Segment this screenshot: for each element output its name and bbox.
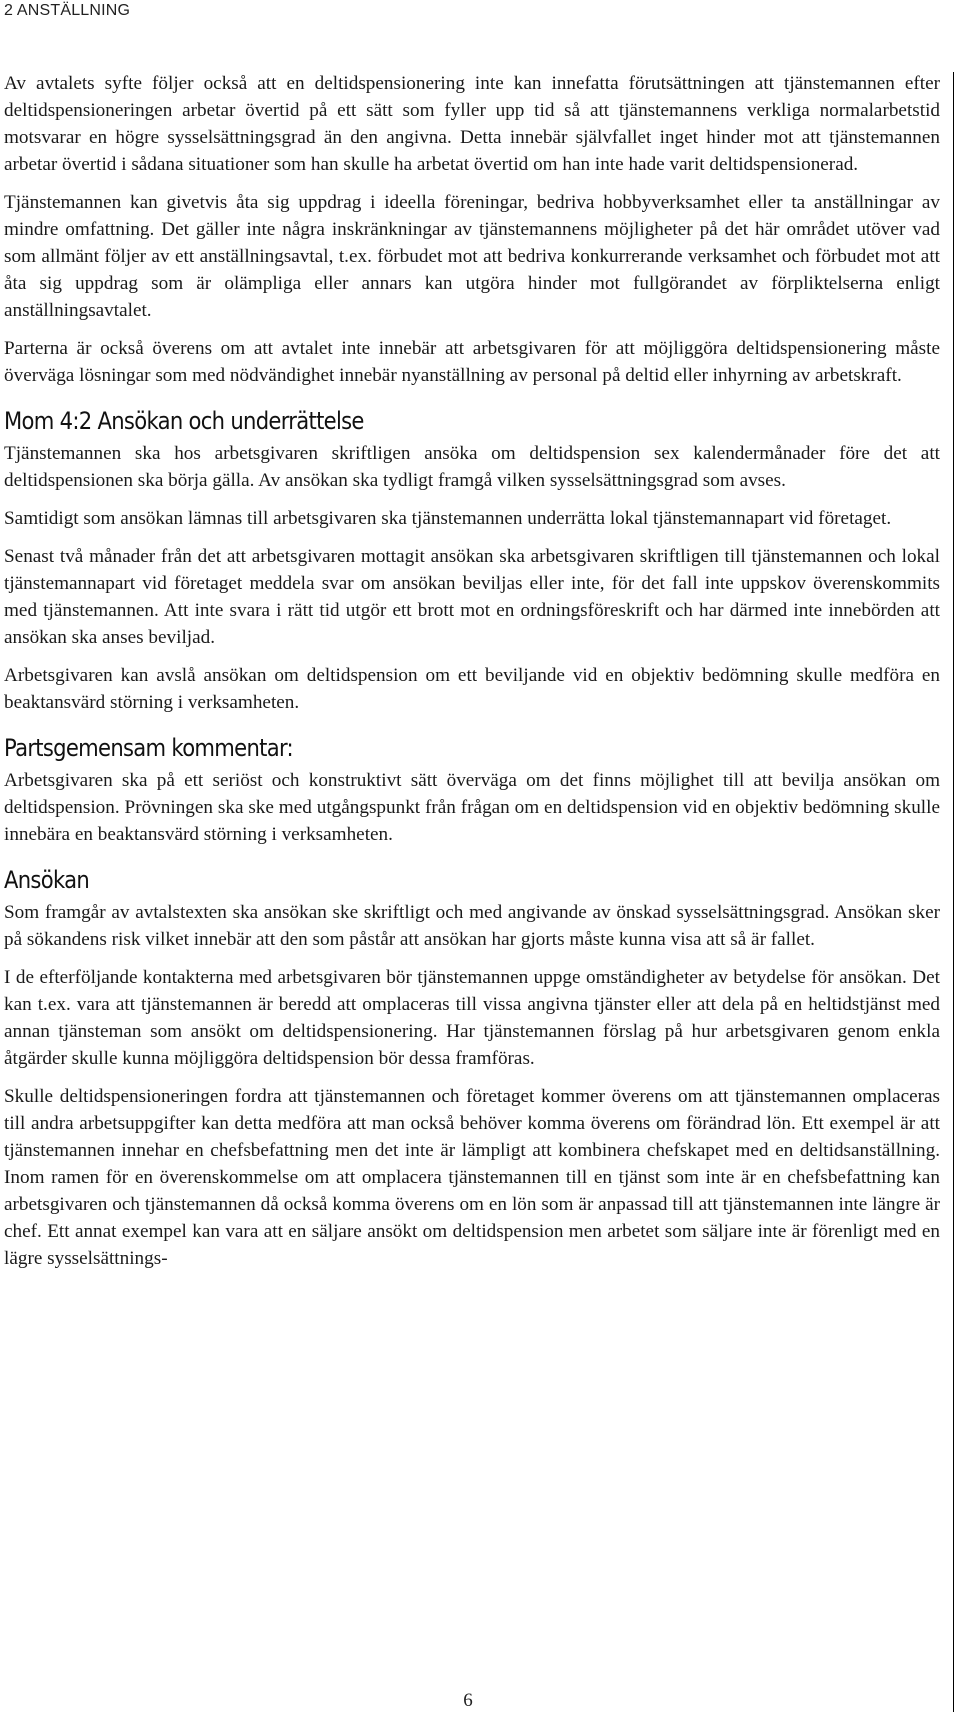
body-paragraph: Senast två månader från det att arbetsgivaren mottagit ansökan ska arbetsgivaren skriftligen till tjänstemannen och lokal tjänstemannapart vid företaget meddela svar om ansökan beviljas eller inte, för det fall inte uppskov överenskommits med tjänstemannen. Att inte svara i rätt tid utgör ett brott mot en ordningsföreskrift och har därmed inte innebörden att ansökan ska anses beviljad. — [4, 546, 940, 648]
body-paragraph: Arbetsgivaren kan avslå ansökan om deltidspension om ett beviljande vid en objektiv bedömning skulle medföra en beaktansvärd störning i verksamheten. — [4, 665, 940, 713]
body-paragraph: Som framgår av avtalstexten ska ansökan ske skriftligt och med angivande av önskad sysselsättningsgrad. Ansökan sker på sökandens risk vilket innebär att den som påstår att ansökan har gjorts måste kunna visa att så är fallet. — [4, 902, 940, 950]
section-header: 2 ANSTÄLLNING — [4, 2, 131, 19]
section-heading-mom: Mom 4:2 Ansökan och underrättelse — [4, 407, 364, 435]
body-paragraph: Skulle deltidspensioneringen fordra att tjänstemannen och företaget kommer överens om att tjänstemannen omplaceras till andra arbetsuppgifter kan detta medföra att man också behöver komma överens om förändrad lön. Ett exempel är att tjänstemannen innehar en chefsbefattning men det inte är lämpligt att kombinera chefskapet med en deltidsanställning. Inom ramen för en överenskommelse om att omplacera tjänstemannen till en tjänst som inte är en chefsbefattning kan arbetsgivaren och tjänstemannen då också komma överens om en lön som är anpassad till att tjänstemannen inte längre är chef. Ett annat exempel kan vara att en säljare ansökt om deltidspension men arbetet som säljare inte är förenligt med en lägre sysselsättnings- — [4, 1086, 940, 1269]
body-paragraph: Arbetsgivaren ska på ett seriöst och konstruktivt sätt överväga om det finns möjlighet till att bevilja ansökan om deltidspension. Prövningen ska ske med utgångspunkt från frågan om en deltidspension vid en objektiv bedömning skulle innebära en beaktansvärd störning i verksamheten. — [4, 770, 940, 845]
body-paragraph: I de efterföljande kontakterna med arbetsgivaren bör tjänstemannen uppge omständigheter av betydelse för ansökan. Det kan t.ex. vara att tjänstemannen är beredd att omplaceras till vissa angivna tjänster eller att dela på en heltidstjänst med annan tjänsteman som ansökt om deltidspensionering. Har tjänstemannen förslag på hur arbetsgivaren genom enkla åtgärder skulle kunna möjliggöra deltidspension bör dessa framföras. — [4, 967, 940, 1069]
body-paragraph: Tjänstemannen kan givetvis åta sig uppdrag i ideella föreningar, bedriva hobbyverksamhet eller ta anställningar av mindre omfattning. Det gäller inte några inskränkningar av tjänstemannens möjligheter på det här området utöver vad som allmänt följer av ett anställningsavtal, t.ex. förbudet mot att bedriva konkurrerande verksamhet och förbudet mot att åta sig uppdrag som är olämpliga eller annars kan utgöra hinder mot fullgörandet av förpliktelserna enligt anställningsavtalet. — [4, 192, 940, 321]
body-paragraph: Parterna är också överens om att avtalet inte innebär att arbetsgivaren för att möjliggöra deltidspensionering måste överväga lösningar som med nödvändighet innebär nyanställning av personal på deltid eller inhyrning av arbetskraft. — [4, 338, 940, 386]
body-paragraph: Tjänstemannen ska hos arbetsgivaren skriftligen ansöka om deltidspension sex kalendermånader före det att deltidspensionen ska börja gälla. Av ansökan ska tydligt framgå vilken sysselsättningsgrad som avses. — [4, 443, 940, 491]
document-body — [4, 70, 940, 1283]
body-paragraph: Samtidigt som ansökan lämnas till arbetsgivaren ska tjänstemannen underrätta lokal tjänstemannapart vid företaget. — [4, 508, 892, 529]
body-paragraph: Av avtalets syfte följer också att en deltidspensionering inte kan innefatta förutsättningen att tjänstemannen efter deltidspensioneringen arbetar övertid på ett sätt som fyller upp tid så att tjänstemannens verkliga normalarbetstid motsvarar en högre sysselsättningsgrad än den angivna. Detta innebär självfallet inget hinder mot att tjänstemannen arbetar övertid i sådana situationer som han skulle ha arbetat övertid om han inte hade varit deltidspensionerad. — [4, 73, 940, 175]
section-heading-ansokan: Ansökan — [4, 866, 90, 894]
margin-rule — [953, 72, 954, 1712]
section-heading-comment: Partsgemensam kommentar: — [4, 734, 293, 762]
page-number: 6 — [463, 1690, 473, 1711]
